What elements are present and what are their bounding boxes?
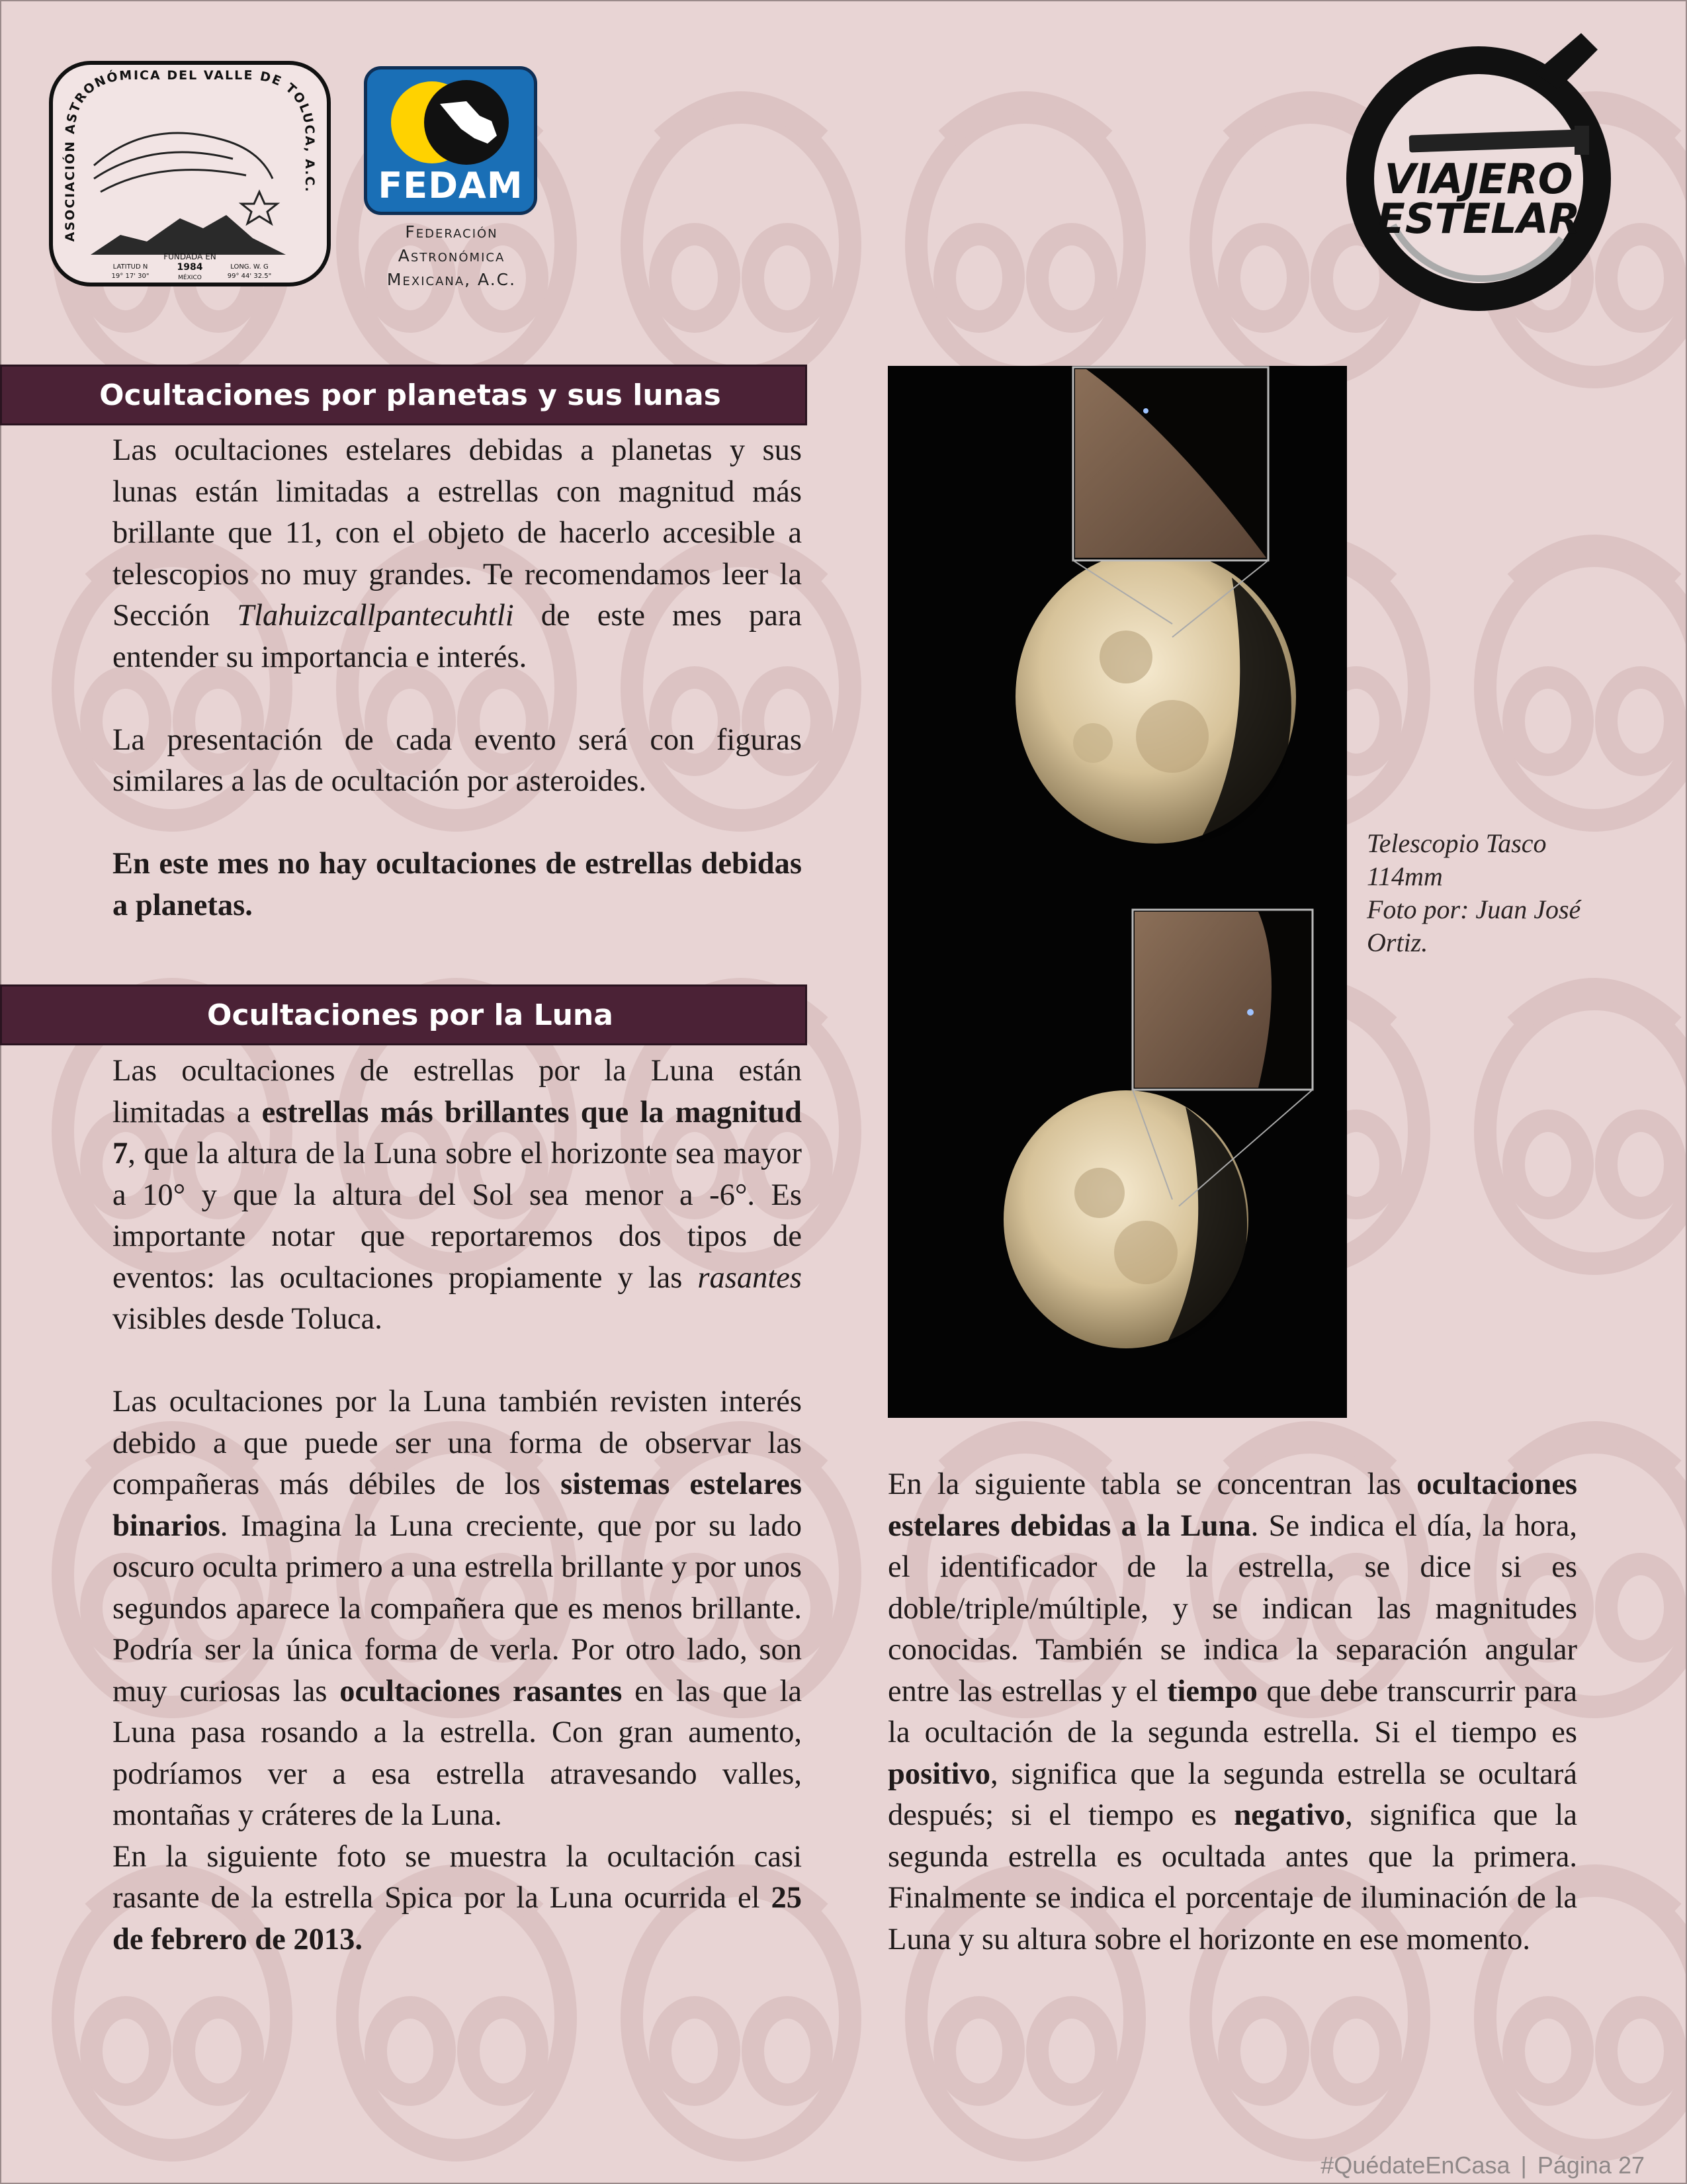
text-run: , significa que la segunda estrella se ocultará después; si el tiempo es — [888, 1757, 1577, 1832]
text-run: . Imagina la Luna creciente, que por su lado oscuro oculta primero a una estrella brillante y por unos segundos aparece la compañera que es menos brillante. Podría ser la única forma de verla. Por otro lado, son muy curiosas las — [112, 1508, 802, 1708]
fedam-logo — [364, 66, 539, 289]
aavt-emblem-icon — [48, 60, 332, 288]
text-run: , significa que la segunda estrella es ocultada antes que la primera. Finalmente se indica el porcentaje de iluminación de la Luna y su altura sobre el horizonte en ese momento. — [888, 1798, 1577, 1956]
footer-page-number: Página 27 — [1537, 2152, 1645, 2179]
text-run-bold: ocultaciones rasantes — [339, 1674, 623, 1708]
text-run: Las ocultaciones estelares debidas a planetas y sus lunas están limitadas a estrellas con magnitud más brillante que 11, con el objeto de hacerlo accesible a telescopios no muy grandes. Te recomendamos leer la Sección — [112, 433, 802, 633]
footer-separator: | — [1520, 2152, 1527, 2179]
section-moon-body — [112, 1051, 802, 1960]
aavt-long-value: 99° 44' 32.5" — [227, 273, 272, 280]
planets-paragraph-2: La presentación de cada evento será con figuras similares a las de ocultación por asteroides. — [112, 722, 802, 798]
fedam-name-line1: Federación — [405, 222, 498, 241]
moon-occultation-photo — [888, 366, 1347, 1418]
text-run: en las que la Luna pasa rosando a la estrella. Con gran aumento, podríamos ver a esa estrella atravesando valles, montañas y cráteres de la Luna. — [112, 1674, 802, 1832]
aavt-lat-value: 19° 17' 30" — [111, 273, 150, 280]
text-run-bold: positivo — [888, 1757, 991, 1791]
aavt-founded-label: FUNDADA EN — [163, 252, 216, 261]
planets-paragraph-3 — [112, 844, 802, 926]
text-run: que debe transcurrir para la ocultación de la segunda estrella. Si el tiempo es — [888, 1674, 1577, 1749]
page-footer — [1320, 2152, 1645, 2179]
aavt-place: MÉXICO — [178, 275, 202, 281]
text-run: Las ocultaciones por la Luna también revisten interés debido a que puede ser una forma de observar las compañeras más débiles de los — [112, 1385, 802, 1501]
text-run-italic: Tlahuizcallpantecuhtli — [237, 599, 514, 633]
aavt-lat-label: LATITUD N — [112, 263, 148, 271]
moon-paragraph-2 — [112, 1381, 802, 1837]
text-run: . Se indica el día, la hora, el identificador de la estrella, se dice si es doble/triple/múltiple, y se indican las magnitudes conocidas. También se indica la separación angular entre las estrellas y el — [888, 1508, 1577, 1708]
text-run-bold: En este mes no hay ocultaciones de estrellas debidas a planetas. — [112, 847, 802, 922]
moon-paragraph-3 — [112, 1837, 802, 1961]
section-title-planets: Ocultaciones por planetas y sus lunas — [99, 378, 721, 412]
fedam-name-line2: Astronómica — [398, 246, 505, 265]
text-run-bold: sistemas estelares binarios — [112, 1467, 802, 1543]
fedam-word: FEDAM — [378, 165, 523, 206]
text-run: En la siguiente foto se muestra la ocultación casi rasante de la estrella Spica por la Luna ocurrida el — [112, 1839, 802, 1915]
section-planets-body — [112, 430, 802, 926]
text-run: visibles desde Toluca. — [112, 1302, 382, 1336]
photo-caption — [1367, 827, 1658, 959]
caption-line1: Telescopio Tasco — [1367, 828, 1547, 858]
text-run-bold: tiempo — [1166, 1674, 1258, 1708]
table-intro-text — [888, 1464, 1577, 1960]
table-intro-paragraph — [888, 1464, 1577, 1960]
caption-line3: Foto por: Juan José — [1367, 895, 1581, 924]
caption-line4: Ortiz. — [1367, 928, 1428, 957]
section-header-planets — [0, 365, 807, 425]
text-run-bold: estrellas más brillantes que la magnitud 7 — [112, 1095, 802, 1170]
moon-photo-image — [888, 366, 1347, 1418]
aavt-founded-year: 1984 — [177, 262, 203, 273]
aavt-ring-text: ASOCIACIÓN ASTRONÓMICA DEL VALLE DE TOLUCA, A.C. — [62, 67, 318, 242]
aavt-logo — [48, 60, 332, 288]
text-run: , que la altura de la Luna sobre el horizonte sea mayor a 10° y que la altura del Sol sea menor a -6°. Es importante notar que reportaremos dos tipos de eventos: las ocultaciones propiamente y las — [112, 1137, 802, 1295]
planets-paragraph-1 — [112, 430, 802, 678]
moon-paragraph-1 — [112, 1051, 802, 1340]
text-run-bold: negativo — [1234, 1798, 1346, 1832]
aavt-long-label: LONG. W. G — [230, 263, 269, 271]
section-title-moon: Ocultaciones por la Luna — [207, 998, 613, 1032]
text-run: Las ocultaciones de estrellas por la Luna están limitadas a — [112, 1054, 802, 1129]
viajero-line1: VIAJERO — [1384, 155, 1573, 203]
text-run: de este mes para entender su importancia e interés. — [112, 599, 802, 674]
caption-line2: 114mm — [1367, 861, 1443, 891]
viajero-telescope-icon — [1336, 26, 1621, 324]
text-run-bold: 25 de febrero de 2013. — [112, 1881, 802, 1956]
fedam-badge — [364, 66, 537, 215]
text-run-italic: rasantes — [697, 1260, 802, 1295]
footer-hashtag: #QuédateEnCasa — [1320, 2152, 1510, 2179]
text-run-bold: ocultaciones estelares debidas a la Luna — [888, 1467, 1577, 1543]
viajero-line2: ESTELAR — [1377, 195, 1580, 243]
text-run: En la siguiente tabla se concentran las — [888, 1467, 1417, 1501]
viajero-estelar-logo — [1336, 26, 1621, 324]
section-header-moon — [0, 984, 807, 1045]
fedam-name-line3: Mexicana, A.C. — [386, 270, 517, 289]
fedam-full-name — [364, 220, 539, 292]
